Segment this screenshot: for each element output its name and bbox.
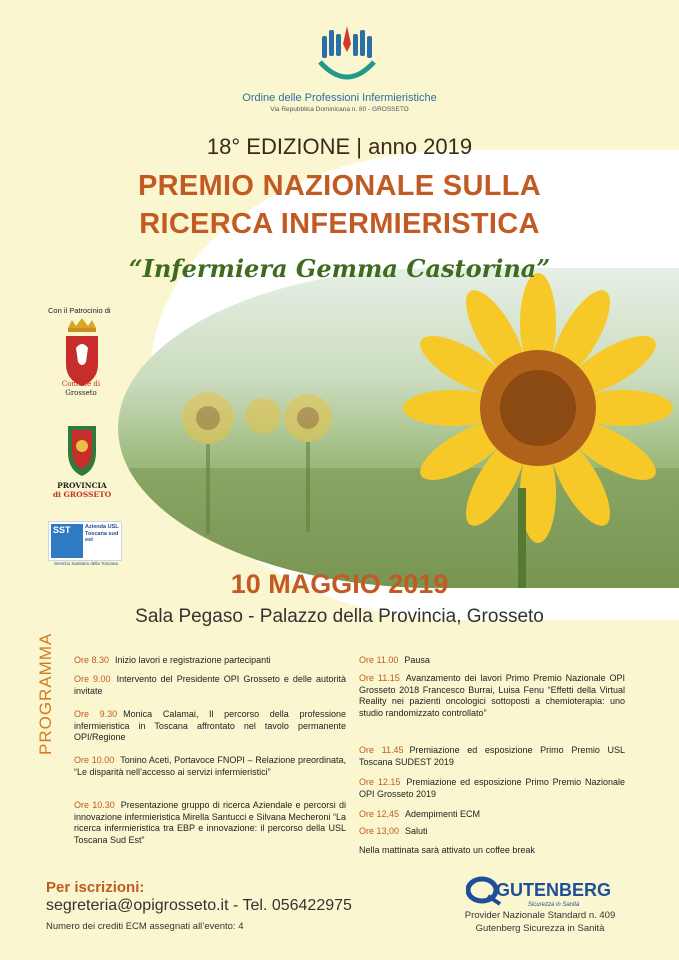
provincia-crest-icon (64, 422, 100, 478)
program-time: Ore 8.30 (74, 655, 110, 665)
edition-label: 18° EDIZIONE | anno 2019 (206, 134, 473, 159)
subtitle: “Infermiera Gemma Castorina” (128, 254, 551, 283)
program-time: Ore 12,45 (359, 809, 400, 819)
title-line-2: RICERCA INFERMIERISTICA (139, 208, 540, 240)
program-item (74, 755, 346, 778)
program-text: Inizio lavori e registrazione partecipanti (115, 655, 271, 665)
program-item (74, 709, 346, 744)
sst-logo-text: SST (53, 525, 71, 535)
program-text: Saluti (405, 826, 428, 836)
org-address: Via Repubblica Dominicana n. 80 - GROSSETO (270, 106, 409, 113)
program-text: Adempimenti ECM (405, 809, 481, 819)
gutenberg-logo-icon (466, 876, 624, 908)
ecm-credits: Numero dei crediti ECM assegnati all’evento: 4 (46, 921, 244, 932)
program-text: Pausa (404, 655, 430, 665)
program-item (359, 673, 625, 719)
opi-logo-icon (314, 22, 380, 88)
programma-label: PROGRAMMA (36, 632, 55, 755)
provider-name: GUTENBERG (496, 880, 612, 900)
program-text: Presentazione gruppo di ricerca Aziendale e percorsi di innovazione infermieristica Mirella Santucci e Silvana Mecheroni “La ricerca infermieristica tra EBP e innovazione: il percorso della USL Toscana Sud Est” (74, 800, 346, 845)
program-text: Premiazione ed esposizione Primo Premio Nazionale OPI Grosseto 2019 (359, 777, 625, 799)
comune-label-line-2: Grosseto (65, 389, 97, 397)
program-time: Ore 11.15 (359, 673, 400, 683)
program-text: Intervento del Presidente OPI Grosseto e delle autorità invitate (74, 674, 347, 696)
registration-label: Per iscrizioni: (46, 879, 145, 896)
provider-tagline: Sicurezza in Sanità (528, 902, 580, 908)
program-time: Ore 11.00 (359, 655, 399, 665)
program-time: Ore 12.15 (359, 777, 401, 787)
program-text: Premiazione ed esposizione Primo Premio USL Toscana SUDEST 2019 (359, 745, 626, 767)
program-item (74, 800, 346, 846)
program-text: Monica Calamai, Il percorso della professione infermieristica in Toscana affrontato nel tavolo permanente OPI/Regione (74, 709, 346, 743)
program-time: Ore 9.00 (74, 674, 111, 684)
sunflower-photo (118, 268, 679, 588)
program-text: Avanzamento dei lavori Primo Premio Nazionale OPI Grosseto 2018 Francesco Burrai, Luisa Fenu “Effetti della Virtual Reality nei pazienti oncologici sottoposti a chemioterapia: uno studio randomizzato controllato” (359, 673, 625, 718)
program-item (359, 809, 625, 821)
registration-contact: segreteria@opigrosseto.it - Tel. 056422975 (46, 897, 352, 914)
provincia-label-line-1: PROVINCIA (57, 481, 107, 490)
sst-logo (48, 521, 122, 566)
org-name: Ordine delle Professioni Infermieristiche (242, 92, 437, 104)
event-date: 10 MAGGIO 2019 (230, 569, 449, 599)
provider-line-1: Provider Nazionale Standard n. 409 (464, 910, 616, 921)
program-item (74, 655, 346, 667)
patronage-label: Con il Patrocinio di (48, 306, 111, 315)
provider-line-2: Gutenberg Sicurezza in Sanità (475, 923, 605, 934)
provincia-label-line-2: di GROSSETO (52, 490, 112, 499)
comune-label-line-1: Comune di (61, 380, 101, 388)
program-time: Ore 10.30 (74, 800, 115, 810)
program-note: Nella mattinata sarà attivato un coffee break (359, 845, 535, 855)
program-item (359, 777, 625, 800)
title-line-1: PREMIO NAZIONALE SULLA (138, 170, 541, 202)
program-time: Ore 10.00 (74, 755, 115, 765)
event-venue: Sala Pegaso - Palazzo della Provincia, Grosseto (135, 606, 544, 627)
program-item (359, 655, 625, 667)
program-time: Ore 9.30 (74, 709, 118, 719)
sst-footer: Servizio Sanitario della Toscana (54, 561, 118, 566)
program-item (74, 674, 346, 697)
sst-text: Azienda USL Toscana sud est (85, 524, 119, 543)
program-item (359, 826, 625, 838)
program-text: Tonino Aceti, Portavoce FNOPI – Relazione preordinata, “Le disparità nell’accesso ai servizi infermieristici” (74, 755, 346, 777)
program-time: Ore 13,00 (359, 826, 400, 836)
program-item (359, 745, 625, 768)
program-time: Ore 11.45 (359, 745, 404, 755)
